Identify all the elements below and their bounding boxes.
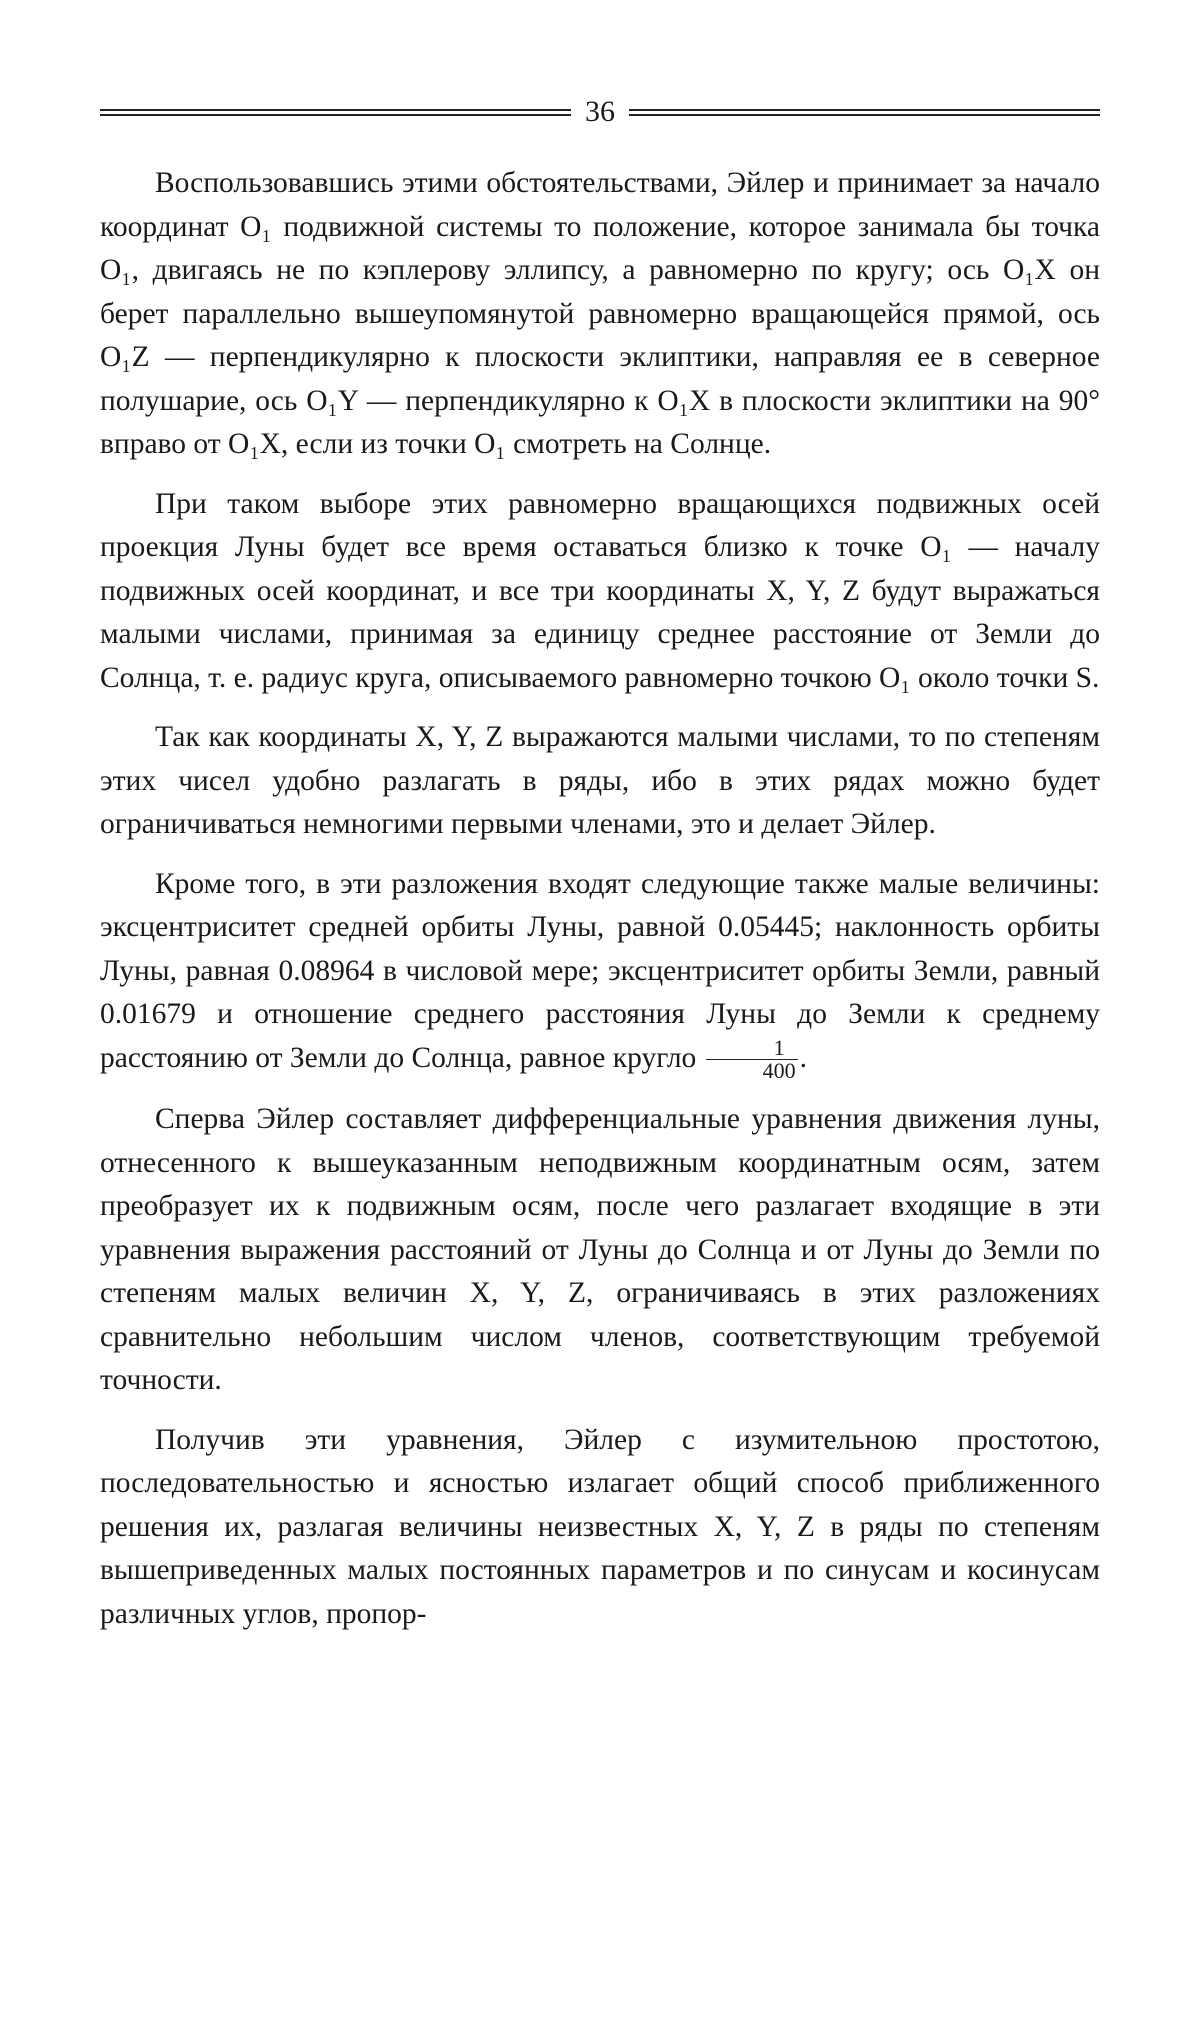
paragraph-1: Воспользовавшись этими обстоятельствами, Эйлер и принимает за начало координат O₁ подвижной системы то положение, которое занимала бы точка O₁, двигаясь не по кэплерову эллипсу, а равномерно по кругу; ось O₁X он берет параллельно вышеупомянутой равномерно вращающейся прямой, ось O₁Z — перпендикулярно к плоскости эклиптики, направляя ее в северное полушарие, ось O₁Y — перпендикулярно к O₁X в плоскости эклиптики на 90° вправо от O₁X, если из точки O₁ смотреть на Солнце. — [100, 167, 1100, 460]
paragraph-3: Так как координаты X, Y, Z выражаются малыми числами, то по степеням этих чисел удобно разлагать в ряды, ибо в этих рядах можно будет ограничиваться немногими первыми членами, это и делает Эйлер. — [100, 721, 1100, 840]
fraction-denominator: 400 — [762, 1058, 796, 1084]
fraction — [706, 1037, 798, 1082]
book-page — [100, 92, 1100, 1652]
body-text — [100, 162, 1100, 1636]
page-number: 36 — [585, 95, 615, 128]
page-header — [100, 92, 1100, 132]
paragraph-4 — [100, 863, 1100, 1083]
paragraph-4-end: . — [799, 1041, 808, 1074]
paragraph-5: Сперва Эйлер составляет дифференциальные уравнения движения луны, отнесенного к вышеуказанным неподвижным координатным осям, затем преобразует их к подвижным осям, после чего разлагает входящие в эти уравнения выражения расстояний от Луны до Солнца и от Луны до Земли по степеням малых величин X, Y, Z, ограничиваясь в этих разложениях сравнительно небольшим числом членов, соответствующим требуемой точности. — [100, 1103, 1100, 1397]
header-rule-left — [100, 109, 571, 116]
fraction-numerator: 1 — [706, 1037, 798, 1060]
paragraph-2: При таком выборе этих равномерно вращающихся подвижных осей проекция Луны будет все время оставаться близко к точке O₁ — началу подвижных осей координат, и все три координаты X, Y, Z будут выражаться малыми числами, принимая за единицу среднее расстояние от Земли до Солнца, т. е. радиус круга, описываемого равномерно точкою O₁ около точки S. — [100, 487, 1100, 694]
paragraph-6: Получив эти уравнения, Эйлер с изумительною простотою, последовательностью и ясностью излагает общий способ приближенного решения их, разлагая величины неизвестных X, Y, Z в ряды по степеням вышеприведенных малых постоянных параметров и по синусам и косинусам различных углов, пропор- — [100, 1423, 1100, 1630]
paragraph-4-text: Кроме того, в эти разложения входят следующие также малые величины: эксцентриситет средней орбиты Луны, равной 0.05445; наклонность орбиты Луны, равная 0.08964 в числовой мере; эксцентриситет орбиты Земли, равный 0.01679 и отношение среднего расстояния Луны до Земли к среднему расстоянию от Земли до Солнца, равное кругло — [100, 867, 1100, 1074]
header-rule-right — [629, 109, 1100, 116]
